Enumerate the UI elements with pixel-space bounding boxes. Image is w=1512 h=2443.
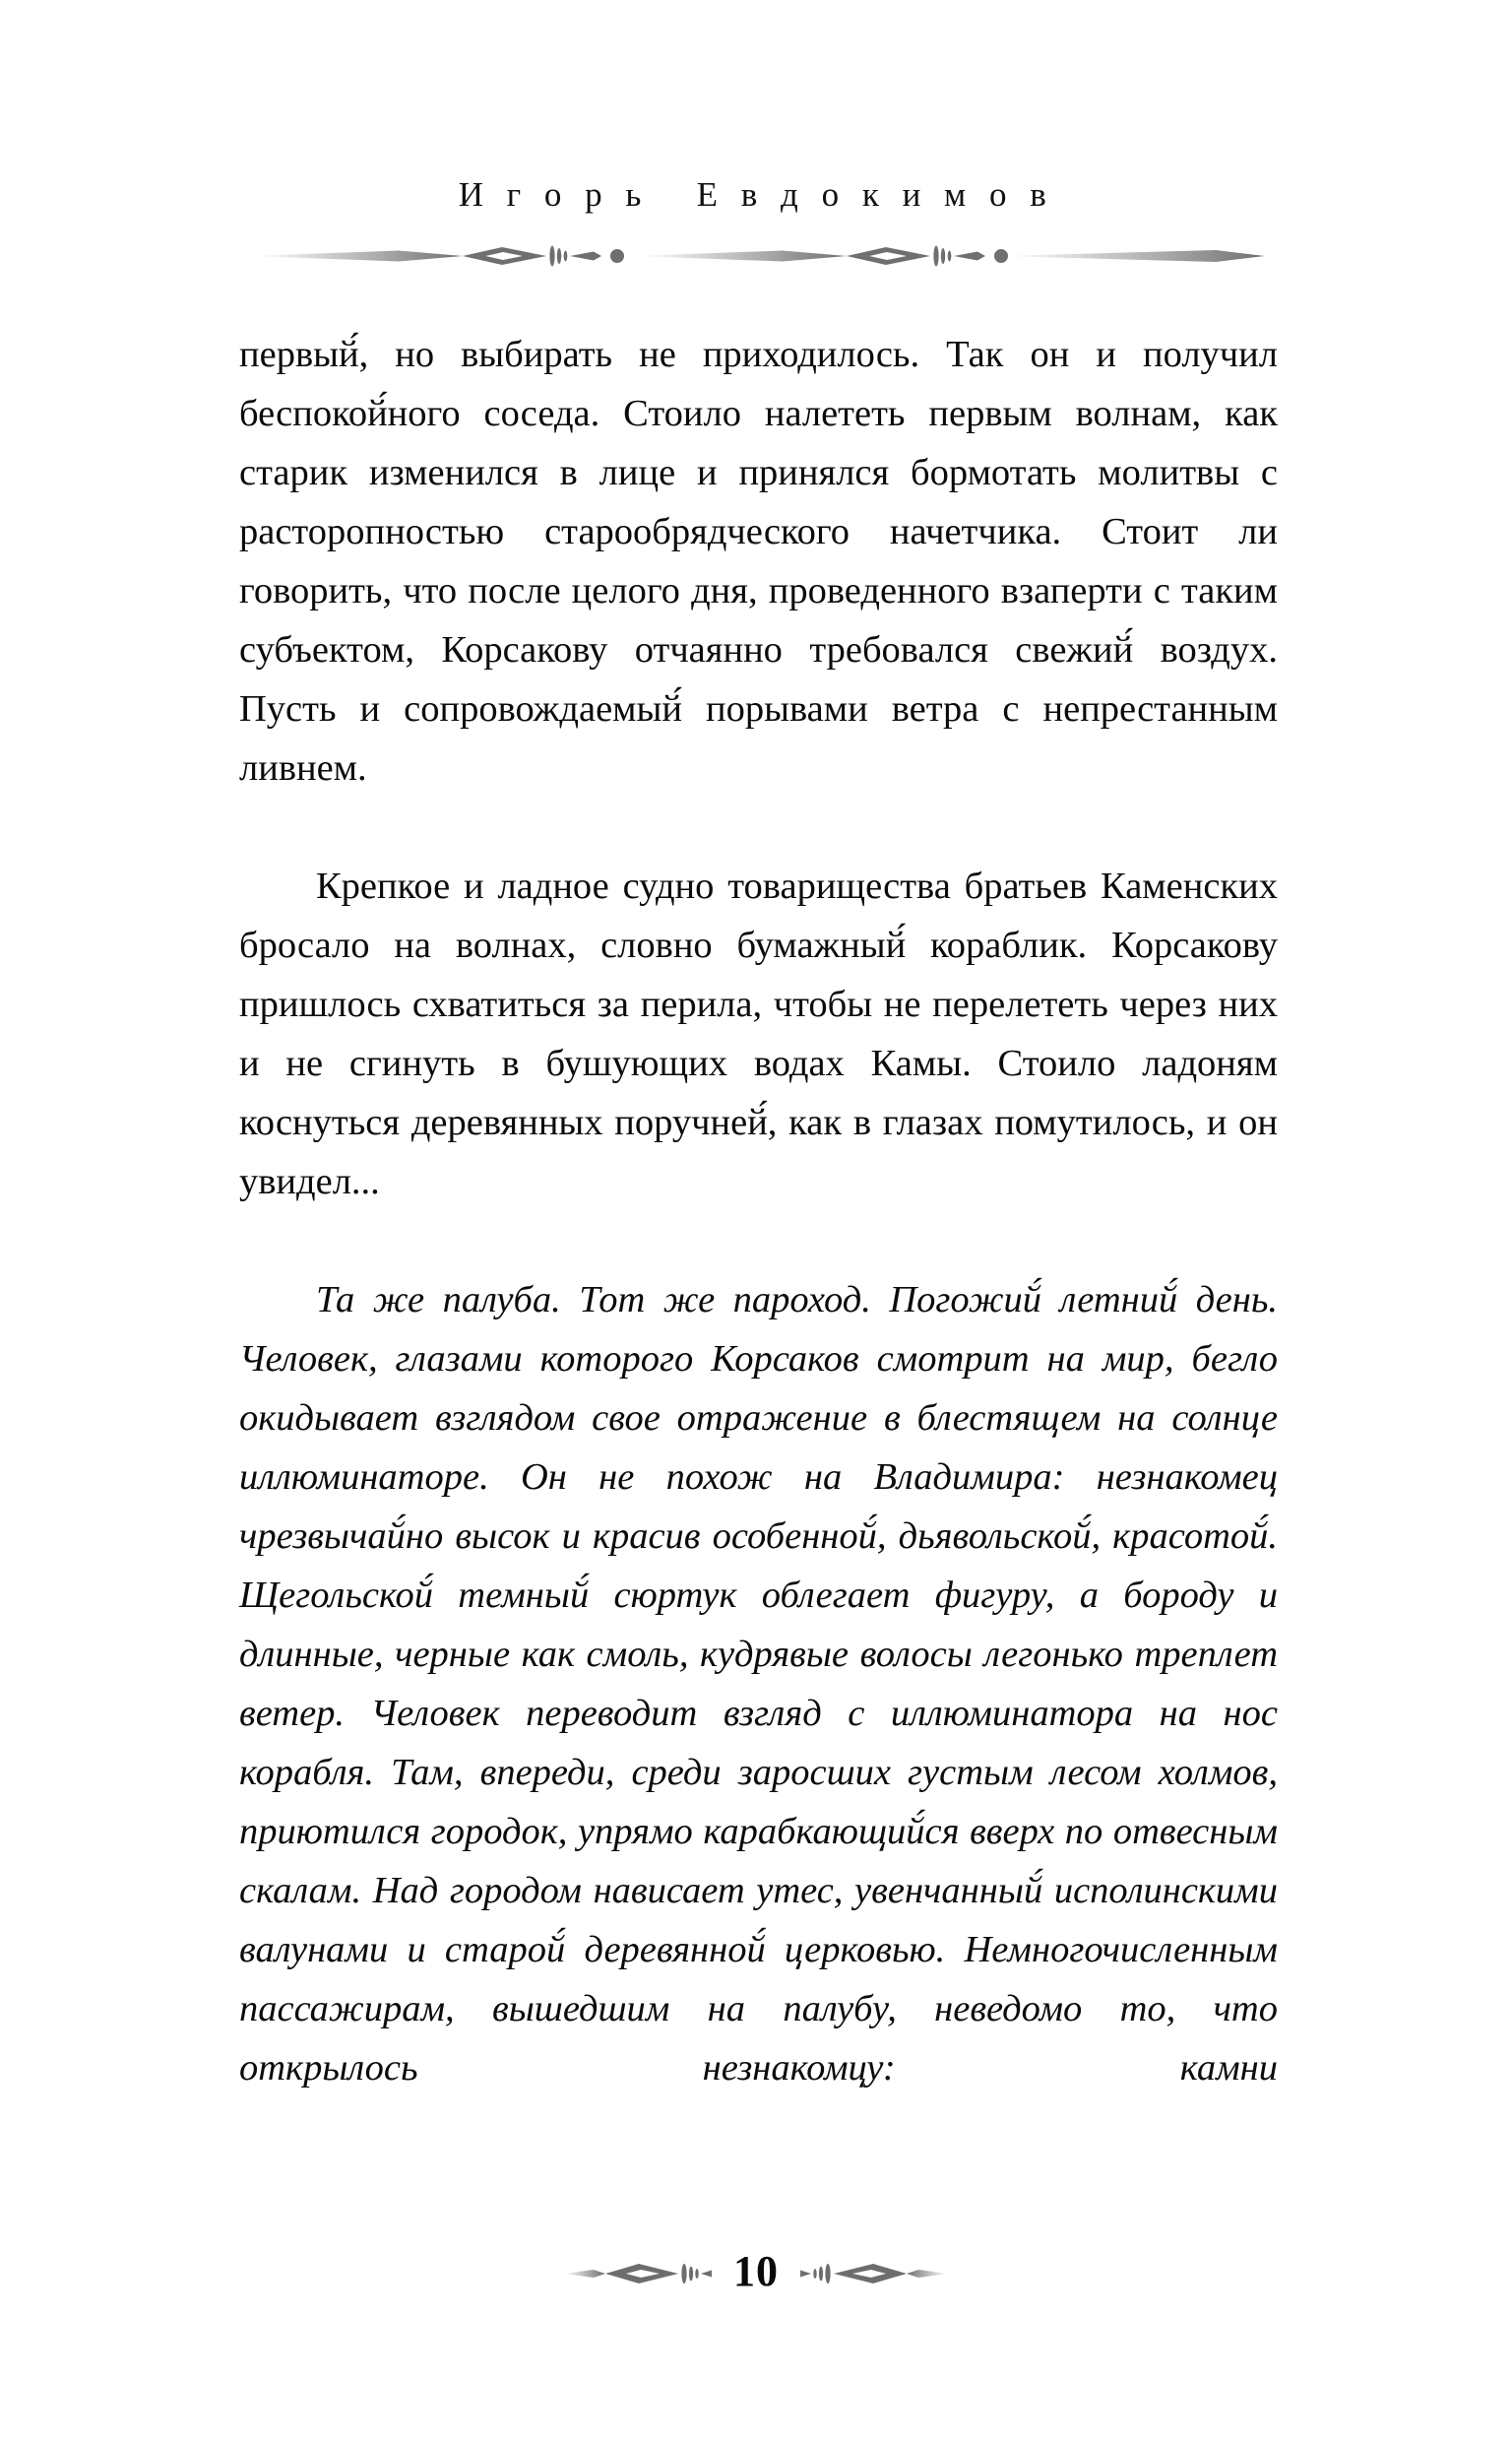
author-name: И г о р ь Е в д о к и м о в	[458, 175, 1054, 214]
paragraph-3-italic: Та же палуба. Тот же пароход. Погожий́ летний́ день. Человек, глазами которого Корсаков смотрит на мир, бегло окидывает взглядом свое отражение в блестящем на солнце иллюминаторе. Он не похож на Владимира: незнакомец чрезвычай́но высок и красив особенной́, дьявольской́, красотой́. Щегольской́ темный́ сюртук облегает фигуру, а бороду и длинные, черные как смоль, кудрявые волосы легонько треплет ветер. Человек переводит взгляд с иллюминатора на нос корабля. Там, впереди, среди заросших густым лесом холмов, приютился городок, упрямо карабкающий́ся вверх по отвесным скалам. Над городом нависает утес, увенчанный́ исполинскими валунами и старой́ деревянной́ церковью. Немногочисленным пассажирам, вышедшим на палубу, неведомо то, что открылось незнакомцу: камни	[239, 1279, 1278, 2089]
footer-right-ornament	[800, 2259, 948, 2288]
page-body	[239, 325, 1278, 2156]
page-footer	[0, 2247, 1512, 2297]
page-number: 10	[733, 2247, 779, 2295]
paragraph-1: первый́, но выбирать не приходилось. Так он и получил беспокой́ного соседа. Стоило налететь первым волнам, как старик изменился в лице и принялся бормотать молитвы с расторопностью старообрядческого начетчика. Стоит ли говорить, что после целого дня, проведенного взаперти с таким субъектом, Корсакову отчаянно требовался свежий́ воздух. Пусть и сопровождаемый́ порывами ветра с непрестанным ливнем.	[239, 334, 1278, 789]
footer-left-ornament	[564, 2259, 712, 2288]
paragraph-2: Крепкое и ладное судно товарищества братьев Каменских бросало на волнах, словно бумажный́ кораблик. Корсакову пришлось схватиться за перила, чтобы не перелететь через них и не сгинуть в бушующих водах Камы. Стоило ладоням коснуться деревянных поручней́, как в глазах помутилось, и он увидел...	[239, 866, 1278, 1202]
running-head	[0, 175, 1512, 215]
header-divider-ornament	[251, 239, 1265, 273]
